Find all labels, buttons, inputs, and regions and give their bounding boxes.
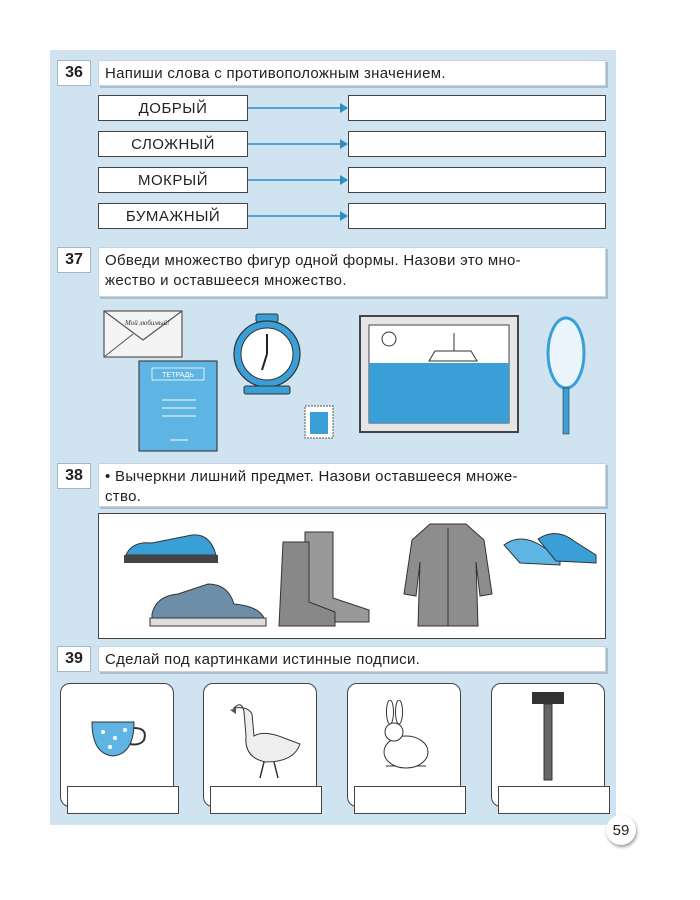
arrow-icon	[248, 209, 348, 223]
caption-field-4[interactable]	[498, 786, 610, 814]
stamp-icon	[304, 405, 334, 439]
caption-field-2[interactable]	[210, 786, 322, 814]
coat-icon	[400, 522, 496, 630]
cup-icon	[88, 716, 150, 762]
answer-field-1[interactable]	[348, 95, 606, 121]
task-number-38: 38	[57, 463, 91, 489]
caption-field-1[interactable]	[67, 786, 179, 814]
answer-field-4[interactable]	[348, 203, 606, 229]
hare-icon	[372, 700, 434, 776]
notebook-label: ТЕТРАДЬ	[162, 372, 194, 379]
task-38-line-2: ство.	[105, 488, 142, 505]
hand-mirror-icon	[545, 315, 587, 437]
word-kind: ДОБРЫЙ	[98, 95, 248, 121]
task-number-37: 37	[57, 247, 91, 273]
boots-icon	[275, 528, 375, 630]
task-38-text	[98, 463, 606, 507]
shoes-icon	[500, 525, 600, 573]
sandals-icon	[122, 525, 222, 569]
alarm-clock-icon	[228, 312, 306, 398]
task-37-line-1: Обведи множество фигур одной формы. Назови это мно-	[105, 252, 521, 269]
task-number-36: 36	[57, 60, 91, 86]
notebook-icon	[138, 360, 218, 452]
goose-icon	[224, 700, 304, 782]
painting-icon	[359, 315, 519, 433]
task-38-line-1: • Вычеркни лишний предмет. Назови оставшееся множе-	[105, 468, 518, 485]
arrow-icon	[248, 137, 348, 151]
task-39-text: Сделай под картинками истинные подписи.	[98, 646, 606, 672]
task-number-39: 39	[57, 646, 91, 672]
arrow-icon	[248, 173, 348, 187]
answer-field-2[interactable]	[348, 131, 606, 157]
hammer-icon	[528, 690, 568, 782]
arrow-icon	[248, 101, 348, 115]
page-number: 59	[606, 815, 636, 845]
word-wet: МОКРЫЙ	[98, 167, 248, 193]
task-36-text: Напиши слова с противоположным значением.	[98, 60, 606, 86]
envelope-icon	[103, 310, 183, 358]
word-paper: БУМАЖНЫЙ	[98, 203, 248, 229]
caption-field-3[interactable]	[354, 786, 466, 814]
task-37-line-2: жество и оставшееся множество.	[105, 272, 347, 289]
envelope-text: Мой любимый!	[125, 319, 170, 327]
task-37-text	[98, 247, 606, 297]
answer-field-3[interactable]	[348, 167, 606, 193]
sneakers-icon	[148, 580, 270, 630]
word-complex: СЛОЖНЫЙ	[98, 131, 248, 157]
